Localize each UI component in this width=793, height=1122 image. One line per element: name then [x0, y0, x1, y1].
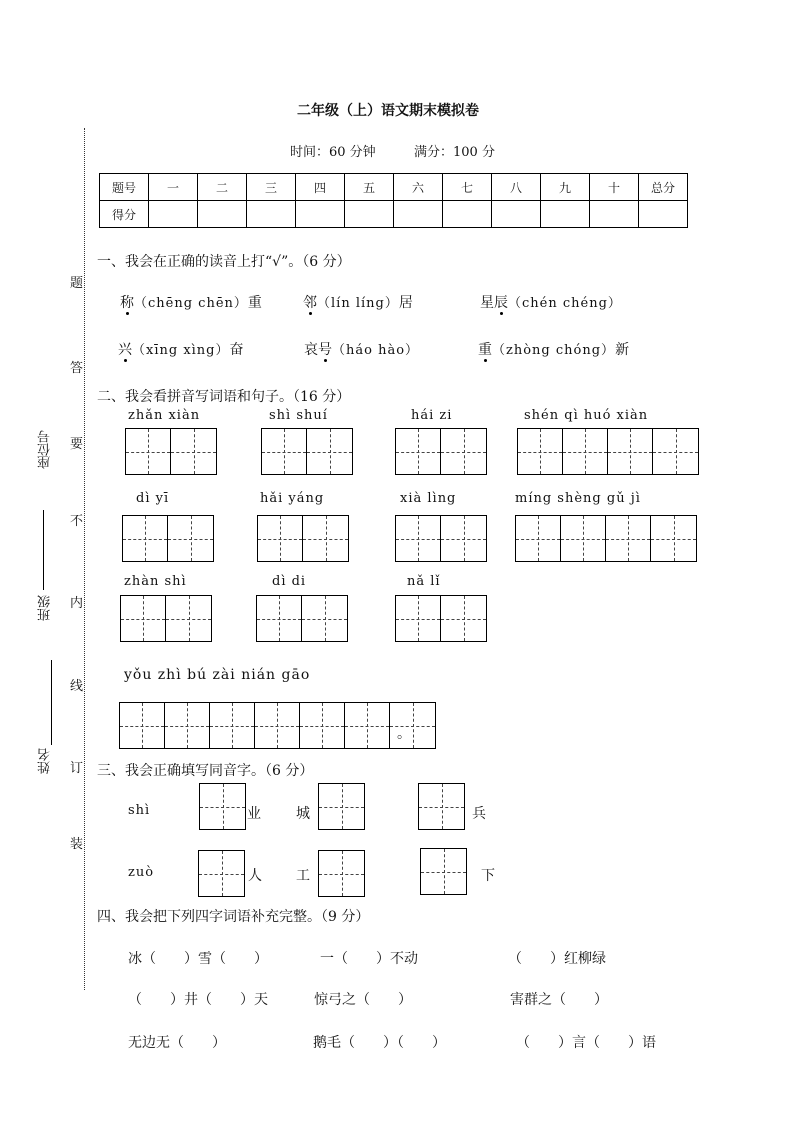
section1-heading: 一、我会在正确的读音上打“√”。（6 分）	[97, 254, 351, 270]
pinyin-choice[interactable]: （chén chéng）	[508, 296, 622, 311]
word-pinyin: nǎ lǐ	[407, 574, 441, 589]
writing-grid[interactable]	[395, 595, 487, 642]
writing-grid[interactable]	[515, 515, 697, 562]
sentence-writing-grid[interactable]	[119, 702, 436, 749]
writing-grid[interactable]	[125, 428, 217, 475]
section1-item	[118, 339, 244, 359]
homophone-grid[interactable]	[318, 783, 365, 830]
score-cell[interactable]	[198, 201, 247, 228]
pinyin-choice[interactable]: （chēng chēn）	[134, 296, 248, 311]
item-suffix: 重	[247, 295, 262, 311]
section3-heading: 三、我会正确填写同音字。（6 分）	[97, 763, 314, 779]
dotted-char: 兴	[118, 342, 132, 358]
score-cell[interactable]	[541, 201, 590, 228]
page-title: 二年级（上）语文期末模拟卷	[297, 103, 479, 119]
idiom-item[interactable]: 惊弓之（ ）	[314, 992, 412, 1008]
homophone-grid[interactable]	[199, 783, 246, 830]
warning-char: 要	[70, 437, 84, 452]
word-pinyin: shén qì huó xiàn	[524, 408, 649, 423]
word-pinyin: hái zi	[411, 408, 453, 423]
homophone-pinyin: shì	[128, 803, 151, 818]
homophone-pinyin: zuò	[128, 865, 155, 880]
word-pinyin: dì di	[272, 574, 307, 589]
score-table-score-label: 得分	[100, 201, 149, 228]
score-cell[interactable]	[590, 201, 639, 228]
homophone-word: 下	[481, 868, 495, 884]
score-table-total-label: 总分	[639, 174, 688, 201]
score-table-col: 六	[394, 174, 443, 201]
writing-grid[interactable]	[122, 515, 214, 562]
score-cell[interactable]	[345, 201, 394, 228]
warning-char: 订	[70, 761, 84, 776]
homophone-word: 兵	[472, 806, 486, 822]
name-underline[interactable]	[51, 660, 53, 745]
binding-dotted-line	[84, 128, 85, 990]
seat-label: 座位号	[38, 430, 53, 469]
dotted-char: 辰	[494, 295, 508, 311]
idiom-item[interactable]: （ ）言（ ）语	[516, 1035, 656, 1051]
word-pinyin: shì shuí	[269, 408, 328, 423]
section4-heading: 四、我会把下列四字词语补充完整。（9 分）	[97, 909, 370, 925]
writing-grid[interactable]	[120, 595, 212, 642]
pinyin-choice[interactable]: （háo hào）	[332, 343, 420, 358]
homophone-grid[interactable]	[420, 848, 467, 895]
homophone-grid[interactable]	[198, 850, 245, 897]
idiom-item[interactable]: （ ）井（ ）天	[128, 992, 268, 1008]
word-pinyin: zhǎn xiàn	[128, 408, 201, 423]
section1-item	[303, 292, 413, 312]
score-cell[interactable]	[394, 201, 443, 228]
score-table-col: 十	[590, 174, 639, 201]
writing-grid[interactable]	[261, 428, 353, 475]
warning-char: 题	[70, 276, 84, 291]
writing-grid[interactable]	[517, 428, 699, 475]
item-prefix: 哀	[304, 342, 318, 358]
word-pinyin: hǎi yáng	[260, 491, 325, 506]
score-table	[99, 173, 688, 228]
idiom-item[interactable]: 鹅毛（ ）（ ）	[313, 1035, 446, 1051]
dotted-char: 称	[120, 295, 134, 311]
section1-item	[478, 339, 629, 359]
sentence-pinyin: yǒu zhì bú zài nián gāo	[124, 667, 311, 683]
writing-grid[interactable]	[257, 515, 349, 562]
score-cell[interactable]	[149, 201, 198, 228]
warning-char: 装	[70, 837, 84, 852]
warning-char: 答	[70, 361, 84, 376]
pinyin-choice[interactable]: （lín líng）	[317, 296, 399, 311]
homophone-word: 人	[248, 868, 262, 884]
score-table-header-label: 题号	[100, 174, 149, 201]
class-label: 班级	[38, 595, 53, 621]
section1-item	[304, 339, 419, 359]
item-suffix: 新	[615, 342, 630, 358]
writing-grid[interactable]	[395, 428, 487, 475]
writing-grid[interactable]	[395, 515, 487, 562]
writing-grid[interactable]	[256, 595, 348, 642]
warning-char: 不	[70, 514, 84, 529]
word-pinyin: dì yī	[136, 491, 170, 506]
homophone-grid[interactable]	[318, 850, 365, 897]
section2-heading: 二、我会看拼音写词语和句子。（16 分）	[97, 389, 351, 405]
score-table-col: 九	[541, 174, 590, 201]
homophone-word: 工	[296, 868, 310, 884]
name-label: 姓名	[38, 748, 53, 774]
idiom-item[interactable]: 无边无（ ）	[128, 1035, 226, 1051]
score-table-col: 三	[247, 174, 296, 201]
score-cell[interactable]	[247, 201, 296, 228]
idiom-item[interactable]: 一（ ）不动	[320, 951, 418, 967]
score-cell[interactable]	[492, 201, 541, 228]
pinyin-choice[interactable]: （xīng xìng）	[132, 343, 230, 358]
word-pinyin: zhàn shì	[124, 574, 187, 589]
score-table-col: 七	[443, 174, 492, 201]
dotted-char: 号	[318, 342, 332, 358]
homophone-grid[interactable]	[418, 783, 465, 830]
idiom-item[interactable]: 冰（ ）雪（ ）	[128, 951, 268, 967]
idiom-item[interactable]: （ ）红柳绿	[508, 951, 606, 967]
homophone-word: 业	[247, 806, 261, 822]
score-table-col: 二	[198, 174, 247, 201]
score-table-col: 八	[492, 174, 541, 201]
dotted-char: 邻	[303, 295, 317, 311]
word-pinyin: xià lìng	[400, 491, 457, 506]
score-cell[interactable]	[296, 201, 345, 228]
section1-item	[480, 292, 622, 312]
score-table-col: 五	[345, 174, 394, 201]
item-suffix: 奋	[229, 342, 244, 358]
homophone-word: 城	[296, 806, 310, 822]
pinyin-choice[interactable]: （zhòng chóng）	[492, 343, 616, 358]
word-pinyin: míng shèng gǔ jì	[515, 491, 641, 506]
item-suffix: 居	[398, 295, 413, 311]
score-cell-total[interactable]	[639, 201, 688, 228]
section1-item	[120, 292, 262, 312]
score-cell[interactable]	[443, 201, 492, 228]
score-info: 满分：100 分	[414, 145, 495, 160]
item-prefix: 星	[480, 295, 494, 311]
score-table-col: 四	[296, 174, 345, 201]
score-table-col: 一	[149, 174, 198, 201]
idiom-item[interactable]: 害群之（ ）	[510, 992, 608, 1008]
dotted-char: 重	[478, 342, 492, 358]
warning-char: 内	[70, 596, 84, 611]
sentence-period: 。	[397, 726, 411, 742]
warning-char: 线	[70, 679, 84, 694]
time-info: 时间：60 分钟	[290, 145, 376, 160]
class-underline[interactable]	[43, 510, 45, 590]
